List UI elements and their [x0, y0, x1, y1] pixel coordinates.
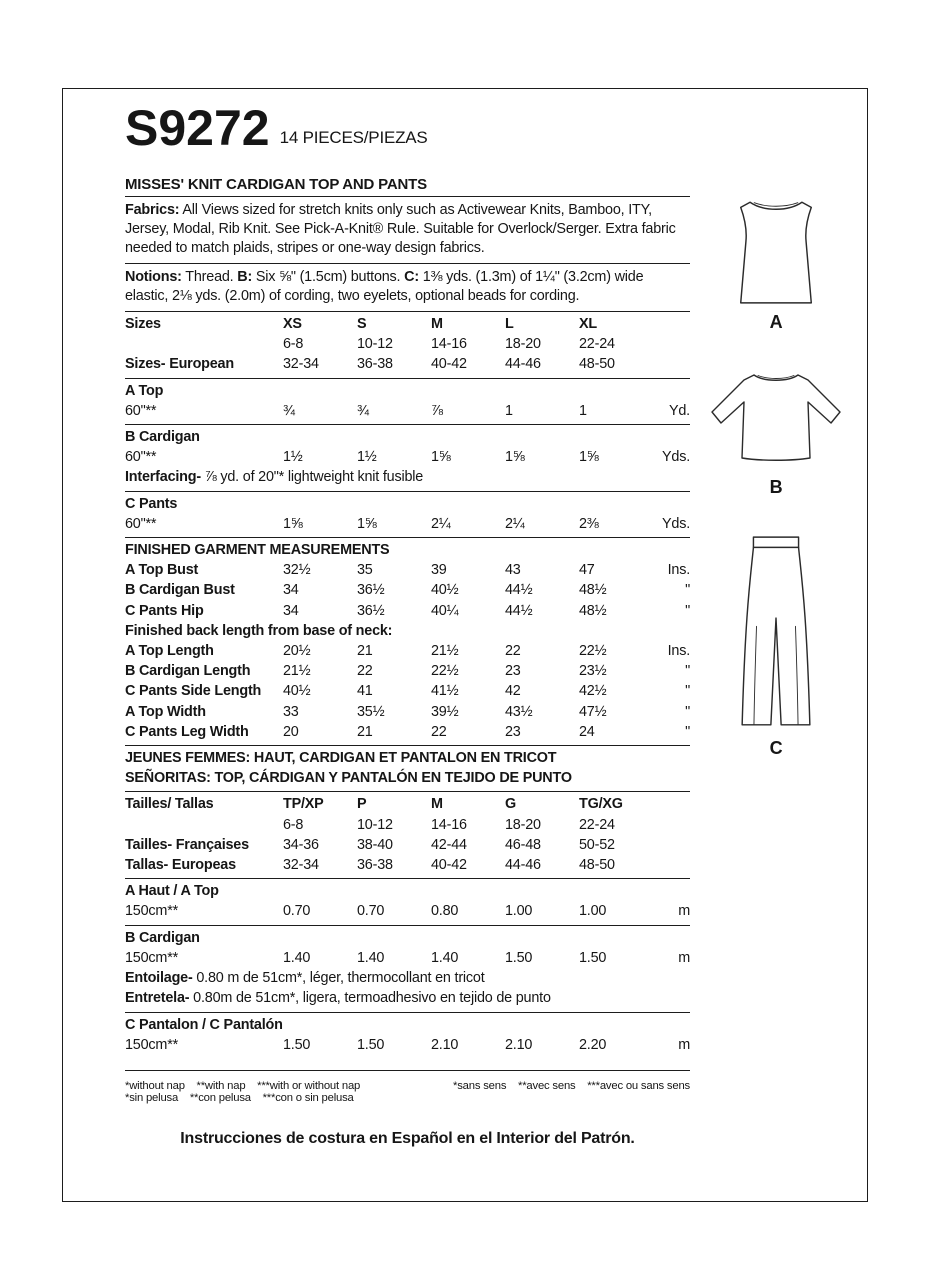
- size-value-cell: 36-38: [357, 857, 393, 874]
- notions-paragraph: [125, 264, 690, 312]
- row-label: C Pants Side Length: [125, 683, 262, 700]
- row-label: Sizes- European: [125, 356, 234, 373]
- unit-cell: Yds.: [662, 449, 690, 466]
- size-value-cell: 47½: [579, 703, 607, 720]
- size-value-cell: 2⅜: [579, 515, 599, 532]
- table-row: [125, 855, 690, 875]
- footnote-english: *without nap **with nap ***with or without nap: [125, 1079, 361, 1092]
- table-row: [125, 641, 690, 661]
- table-section: [125, 425, 690, 492]
- size-value-cell: [505, 1015, 579, 1035]
- table-row: [125, 748, 690, 768]
- size-value-cell: 36-38: [357, 356, 393, 373]
- size-value-cell: [357, 381, 431, 401]
- size-value-cell: 40½: [431, 582, 459, 599]
- table-row: [125, 540, 690, 560]
- size-value-cell: 18-20: [505, 816, 541, 833]
- row-label: 60"**: [125, 515, 157, 532]
- table-section: [125, 746, 690, 792]
- table-row: [125, 601, 690, 621]
- size-value-cell: ⅞: [431, 402, 443, 419]
- row-label: C Pants Leg Width: [125, 723, 249, 740]
- size-value-cell: [431, 881, 505, 901]
- unit-cell: ": [685, 602, 690, 619]
- unit-cell: Yds.: [662, 515, 690, 532]
- size-value-cell: 1.50: [579, 949, 607, 966]
- size-value-cell: [283, 381, 357, 401]
- table-row: [125, 427, 690, 447]
- size-value-cell: 14-16: [431, 816, 467, 833]
- size-value-cell: M: [431, 796, 443, 813]
- size-value-cell: ¾: [283, 402, 295, 419]
- row-label: B Cardigan Bust: [125, 582, 235, 599]
- unit-cell: ": [685, 663, 690, 680]
- size-value-cell: [579, 494, 653, 514]
- size-value-cell: 35½: [357, 703, 385, 720]
- note-label: Entretela-: [125, 990, 190, 1007]
- row-label: Tallas- Europeas: [125, 857, 236, 874]
- size-yardage-table: [125, 312, 690, 1071]
- table-row: [125, 514, 690, 534]
- unit-cell: m: [678, 1036, 690, 1053]
- size-value-cell: 22½: [431, 663, 459, 680]
- size-value-cell: 39: [431, 562, 447, 579]
- size-value-cell: 48½: [579, 582, 607, 599]
- note-text: 0.80 m de 51cm*, léger, thermocollant en tricot: [192, 970, 485, 987]
- size-value-cell: 21½: [431, 643, 459, 660]
- size-value-cell: 42: [505, 683, 521, 700]
- table-row: [125, 447, 690, 467]
- size-value-cell: 34: [283, 602, 299, 619]
- table-row: [125, 988, 690, 1008]
- size-value-cell: 34-36: [283, 836, 319, 853]
- table-row: [125, 354, 690, 374]
- size-value-cell: 1½: [283, 449, 303, 466]
- size-value-cell: [505, 381, 579, 401]
- unit-cell: [653, 815, 690, 835]
- note-label: Entoilage-: [125, 970, 193, 987]
- table-row: [125, 621, 690, 641]
- unit-cell: ": [685, 582, 690, 599]
- size-value-cell: [579, 381, 653, 401]
- table-row: [125, 381, 690, 401]
- size-value-cell: [505, 427, 579, 447]
- size-value-cell: 36½: [357, 582, 385, 599]
- unit-cell: [653, 494, 690, 514]
- size-value-cell: 40-42: [431, 356, 467, 373]
- row-label: [125, 815, 283, 835]
- notions-view-c-text: 1⅜ yds. (1.3m) of 1¼" (3.2cm) wide elastic, 2⅛ yds. (2.0m) of cording, two eyelets, optional beads for cording.: [125, 269, 644, 304]
- table-row: [125, 401, 690, 421]
- size-value-cell: 6-8: [283, 336, 304, 353]
- notions-thread-text: Thread.: [181, 269, 238, 285]
- size-value-cell: [357, 494, 431, 514]
- row-label: B Cardigan: [125, 929, 200, 946]
- garment-views: [700, 196, 852, 759]
- size-value-cell: 6-8: [283, 816, 304, 833]
- row-label: Tailles/ Tallas: [125, 796, 214, 813]
- size-value-cell: [505, 494, 579, 514]
- unit-cell: [653, 1015, 690, 1035]
- unit-cell: Ins.: [667, 643, 690, 660]
- note-label: FINISHED GARMENT MEASUREMENTS: [125, 542, 390, 559]
- size-value-cell: 2¼: [431, 515, 451, 532]
- size-value-cell: [283, 427, 357, 447]
- size-value-cell: [431, 381, 505, 401]
- size-value-cell: 1.40: [431, 949, 459, 966]
- garment-title: MISSES' KNIT CARDIGAN TOP AND PANTS: [125, 176, 690, 197]
- footnote-spanish: *sin pelusa **con pelusa ***con o sin pelusa: [125, 1091, 354, 1104]
- size-value-cell: 0.70: [357, 903, 385, 920]
- size-value-cell: [579, 928, 653, 948]
- note-text: 0.80m de 51cm*, ligera, termoadhesivo en tejido de punto: [189, 990, 551, 1007]
- table-row: [125, 314, 690, 334]
- notions-label: Notions:: [125, 269, 182, 285]
- size-value-cell: 40-42: [431, 857, 467, 874]
- size-value-cell: 44½: [505, 602, 533, 619]
- size-value-cell: 36½: [357, 602, 385, 619]
- note-text: ⅞ yd. of 20"* lightweight knit fusible: [200, 469, 424, 486]
- table-row: [125, 1035, 690, 1055]
- size-value-cell: 21½: [283, 663, 311, 680]
- table-section: [125, 1013, 690, 1071]
- size-value-cell: 48-50: [579, 857, 615, 874]
- footnote-line-2: [125, 1092, 690, 1104]
- table-row: [125, 794, 690, 814]
- size-value-cell: 18-20: [505, 336, 541, 353]
- table-section: [125, 792, 690, 879]
- size-value-cell: 0.70: [283, 903, 311, 920]
- size-value-cell: 39½: [431, 703, 459, 720]
- unit-cell: [653, 334, 690, 354]
- size-value-cell: [579, 427, 653, 447]
- header: [125, 100, 690, 156]
- notions-view-c-label: C:: [404, 269, 419, 285]
- size-value-cell: 23: [505, 723, 521, 740]
- note-label: SEÑORITAS: TOP, CÁRDIGAN Y PANTALÓN EN TEJIDO DE PUNTO: [125, 770, 572, 787]
- size-value-cell: 21: [357, 643, 373, 660]
- size-value-cell: 20: [283, 723, 299, 740]
- table-row: [125, 702, 690, 722]
- table-row: [125, 835, 690, 855]
- size-value-cell: P: [357, 796, 367, 813]
- size-value-cell: 48-50: [579, 356, 615, 373]
- size-value-cell: [431, 928, 505, 948]
- size-value-cell: 2.10: [431, 1036, 459, 1053]
- table-row: [125, 494, 690, 514]
- size-value-cell: 1.50: [505, 949, 533, 966]
- size-value-cell: [431, 1015, 505, 1035]
- size-value-cell: 32-34: [283, 857, 319, 874]
- fabrics-label: Fabrics:: [125, 202, 180, 218]
- unit-cell: ": [685, 703, 690, 720]
- table-row: [125, 928, 690, 948]
- size-value-cell: G: [505, 796, 516, 813]
- size-value-cell: 21: [357, 723, 373, 740]
- size-value-cell: 1.00: [579, 903, 607, 920]
- size-value-cell: 1.50: [357, 1036, 385, 1053]
- row-label: A Top Width: [125, 703, 206, 720]
- footnotes: [125, 1080, 690, 1104]
- table-row: [125, 815, 690, 835]
- row-label: 60"**: [125, 402, 157, 419]
- main-column: [125, 100, 690, 1148]
- row-label: B Cardigan Length: [125, 663, 251, 680]
- size-value-cell: XL: [579, 316, 597, 332]
- row-label: A Top: [125, 382, 164, 399]
- row-label: [125, 334, 283, 354]
- size-value-cell: XS: [283, 316, 302, 332]
- size-value-cell: 2¼: [505, 515, 525, 532]
- size-value-cell: 1⅝: [505, 449, 525, 466]
- note-label: Finished back length from base of neck:: [125, 622, 393, 639]
- size-value-cell: 43: [505, 562, 521, 579]
- size-value-cell: [357, 1015, 431, 1035]
- size-value-cell: TP/XP: [283, 796, 324, 813]
- size-value-cell: 22-24: [579, 816, 615, 833]
- table-section: [125, 312, 690, 379]
- size-value-cell: 50-52: [579, 836, 615, 853]
- row-label: 60"**: [125, 449, 157, 466]
- size-value-cell: 14-16: [431, 336, 467, 353]
- size-value-cell: [579, 1015, 653, 1035]
- fabrics-paragraph: [125, 197, 690, 264]
- size-value-cell: 22: [357, 663, 373, 680]
- size-value-cell: ¾: [357, 402, 369, 419]
- size-value-cell: 22-24: [579, 336, 615, 353]
- size-value-cell: [431, 427, 505, 447]
- size-value-cell: 1.00: [505, 903, 533, 920]
- table-row: [125, 661, 690, 681]
- size-value-cell: 1: [579, 402, 587, 419]
- size-value-cell: 1½: [357, 449, 377, 466]
- size-value-cell: 40¼: [431, 602, 459, 619]
- unit-cell: [653, 794, 690, 814]
- notions-view-b-text: Six ⅝" (1.5cm) buttons.: [252, 269, 405, 285]
- size-value-cell: 34: [283, 582, 299, 599]
- note-label: JEUNES FEMMES: HAUT, CARDIGAN ET PANTALON EN TRICOT: [125, 750, 557, 767]
- unit-cell: ": [685, 683, 690, 700]
- row-label: A Haut / A Top: [125, 883, 219, 900]
- size-value-cell: 1.40: [357, 949, 385, 966]
- size-value-cell: [431, 494, 505, 514]
- garment-b-illustration: [706, 369, 846, 471]
- unit-cell: [653, 881, 690, 901]
- size-value-cell: 44-46: [505, 356, 541, 373]
- row-label: A Top Length: [125, 643, 214, 660]
- table-section: [125, 379, 690, 425]
- table-section: [125, 538, 690, 746]
- size-value-cell: 1⅝: [431, 449, 451, 466]
- size-value-cell: 32½: [283, 562, 311, 579]
- size-value-cell: 10-12: [357, 816, 393, 833]
- pieces-count: 14 PIECES/PIEZAS: [279, 128, 428, 147]
- table-row: [125, 560, 690, 580]
- table-row: [125, 968, 690, 988]
- size-value-cell: 44-46: [505, 857, 541, 874]
- row-label: 150cm**: [125, 903, 178, 920]
- row-label: C Pants Hip: [125, 602, 204, 619]
- footnote-line-1: [125, 1080, 690, 1092]
- size-value-cell: S: [357, 316, 367, 332]
- size-value-cell: 42-44: [431, 836, 467, 853]
- size-value-cell: 43½: [505, 703, 533, 720]
- unit-cell: [653, 354, 690, 374]
- size-value-cell: 35: [357, 562, 373, 579]
- table-row: [125, 467, 690, 487]
- row-label: C Pants: [125, 495, 178, 512]
- unit-cell: [653, 381, 690, 401]
- table-row: [125, 1015, 690, 1035]
- table-row: [125, 948, 690, 968]
- size-value-cell: [283, 494, 357, 514]
- table-section: [125, 492, 690, 538]
- size-value-cell: 1.40: [283, 949, 311, 966]
- table-row: [125, 681, 690, 701]
- size-value-cell: [579, 881, 653, 901]
- row-label: A Top Bust: [125, 562, 199, 579]
- size-value-cell: 1.50: [283, 1036, 311, 1053]
- unit-cell: Ins.: [667, 562, 690, 579]
- unit-cell: [653, 835, 690, 855]
- view-a-label: A: [769, 312, 783, 332]
- size-value-cell: 41: [357, 683, 373, 700]
- row-label: Sizes: [125, 316, 161, 332]
- size-value-cell: 1⅝: [283, 515, 303, 532]
- view-b-label: B: [769, 477, 783, 497]
- size-value-cell: [283, 1015, 357, 1035]
- size-value-cell: 1⅝: [579, 449, 599, 466]
- table-row: [125, 901, 690, 921]
- table-row: [125, 881, 690, 901]
- unit-cell: Yd.: [668, 402, 690, 419]
- size-value-cell: [283, 881, 357, 901]
- footnote-french: *sans sens **avec sens ***avec ou sans sens: [453, 1079, 690, 1092]
- size-value-cell: 22½: [579, 643, 607, 660]
- size-value-cell: [505, 928, 579, 948]
- size-value-cell: 10-12: [357, 336, 393, 353]
- size-value-cell: 44½: [505, 582, 533, 599]
- pattern-number: S9272: [125, 100, 270, 156]
- row-label: Tailles- Françaises: [125, 836, 249, 853]
- size-value-cell: 32-34: [283, 356, 319, 373]
- table-row: [125, 580, 690, 600]
- view-c-label: C: [769, 738, 783, 758]
- unit-cell: m: [678, 949, 690, 966]
- size-value-cell: TG/XG: [579, 796, 623, 813]
- size-value-cell: 38-40: [357, 836, 393, 853]
- size-value-cell: 22: [505, 643, 521, 660]
- size-value-cell: 40½: [283, 683, 311, 700]
- row-label: 150cm**: [125, 1036, 178, 1053]
- size-value-cell: 20½: [283, 643, 311, 660]
- spanish-instructions-note: Instrucciones de costura en Español en el Interior del Patrón.: [180, 1129, 635, 1147]
- size-value-cell: M: [431, 316, 443, 332]
- fabrics-text: All Views sized for stretch knits only such as Activewear Knits, Bamboo, ITY, Jersey, Modal, Rib Knit. See Pick-A-Knit® Rule. Suitable for Overlock/Serger. Extra fabric needed to match plaids, stripes or one-way design fabrics.: [125, 202, 676, 256]
- table-section: [125, 926, 690, 1013]
- size-value-cell: 33: [283, 703, 299, 720]
- table-row: [125, 768, 690, 788]
- table-row: [125, 722, 690, 742]
- size-value-cell: 24: [579, 723, 595, 740]
- unit-cell: [653, 427, 690, 447]
- size-value-cell: [357, 928, 431, 948]
- table-section: [125, 879, 690, 925]
- size-value-cell: [505, 881, 579, 901]
- unit-cell: m: [678, 903, 690, 920]
- size-value-cell: [283, 928, 357, 948]
- table-row: [125, 334, 690, 354]
- row-label: B Cardigan: [125, 429, 200, 446]
- size-value-cell: 23½: [579, 663, 607, 680]
- size-value-cell: [357, 427, 431, 447]
- notions-view-b-label: B:: [237, 269, 253, 285]
- unit-cell: [653, 314, 690, 334]
- size-value-cell: 0.80: [431, 903, 459, 920]
- garment-a-illustration: [724, 196, 828, 306]
- size-value-cell: 23: [505, 663, 521, 680]
- unit-cell: [653, 928, 690, 948]
- size-value-cell: 42½: [579, 683, 607, 700]
- row-label: 150cm**: [125, 949, 178, 966]
- unit-cell: ": [685, 723, 690, 740]
- size-value-cell: 41½: [431, 683, 459, 700]
- size-value-cell: 2.10: [505, 1036, 533, 1053]
- size-value-cell: 1⅝: [357, 515, 377, 532]
- size-value-cell: 48½: [579, 602, 607, 619]
- size-value-cell: 2.20: [579, 1036, 607, 1053]
- size-value-cell: 47: [579, 562, 595, 579]
- size-value-cell: 46-48: [505, 836, 541, 853]
- size-value-cell: [357, 881, 431, 901]
- unit-cell: [653, 855, 690, 875]
- garment-c-illustration: [724, 532, 828, 732]
- size-value-cell: 1: [505, 402, 513, 419]
- note-label: Interfacing-: [125, 469, 201, 486]
- size-value-cell: L: [505, 316, 514, 332]
- row-label: C Pantalon / C Pantalón: [125, 1016, 283, 1033]
- size-value-cell: 22: [431, 723, 447, 740]
